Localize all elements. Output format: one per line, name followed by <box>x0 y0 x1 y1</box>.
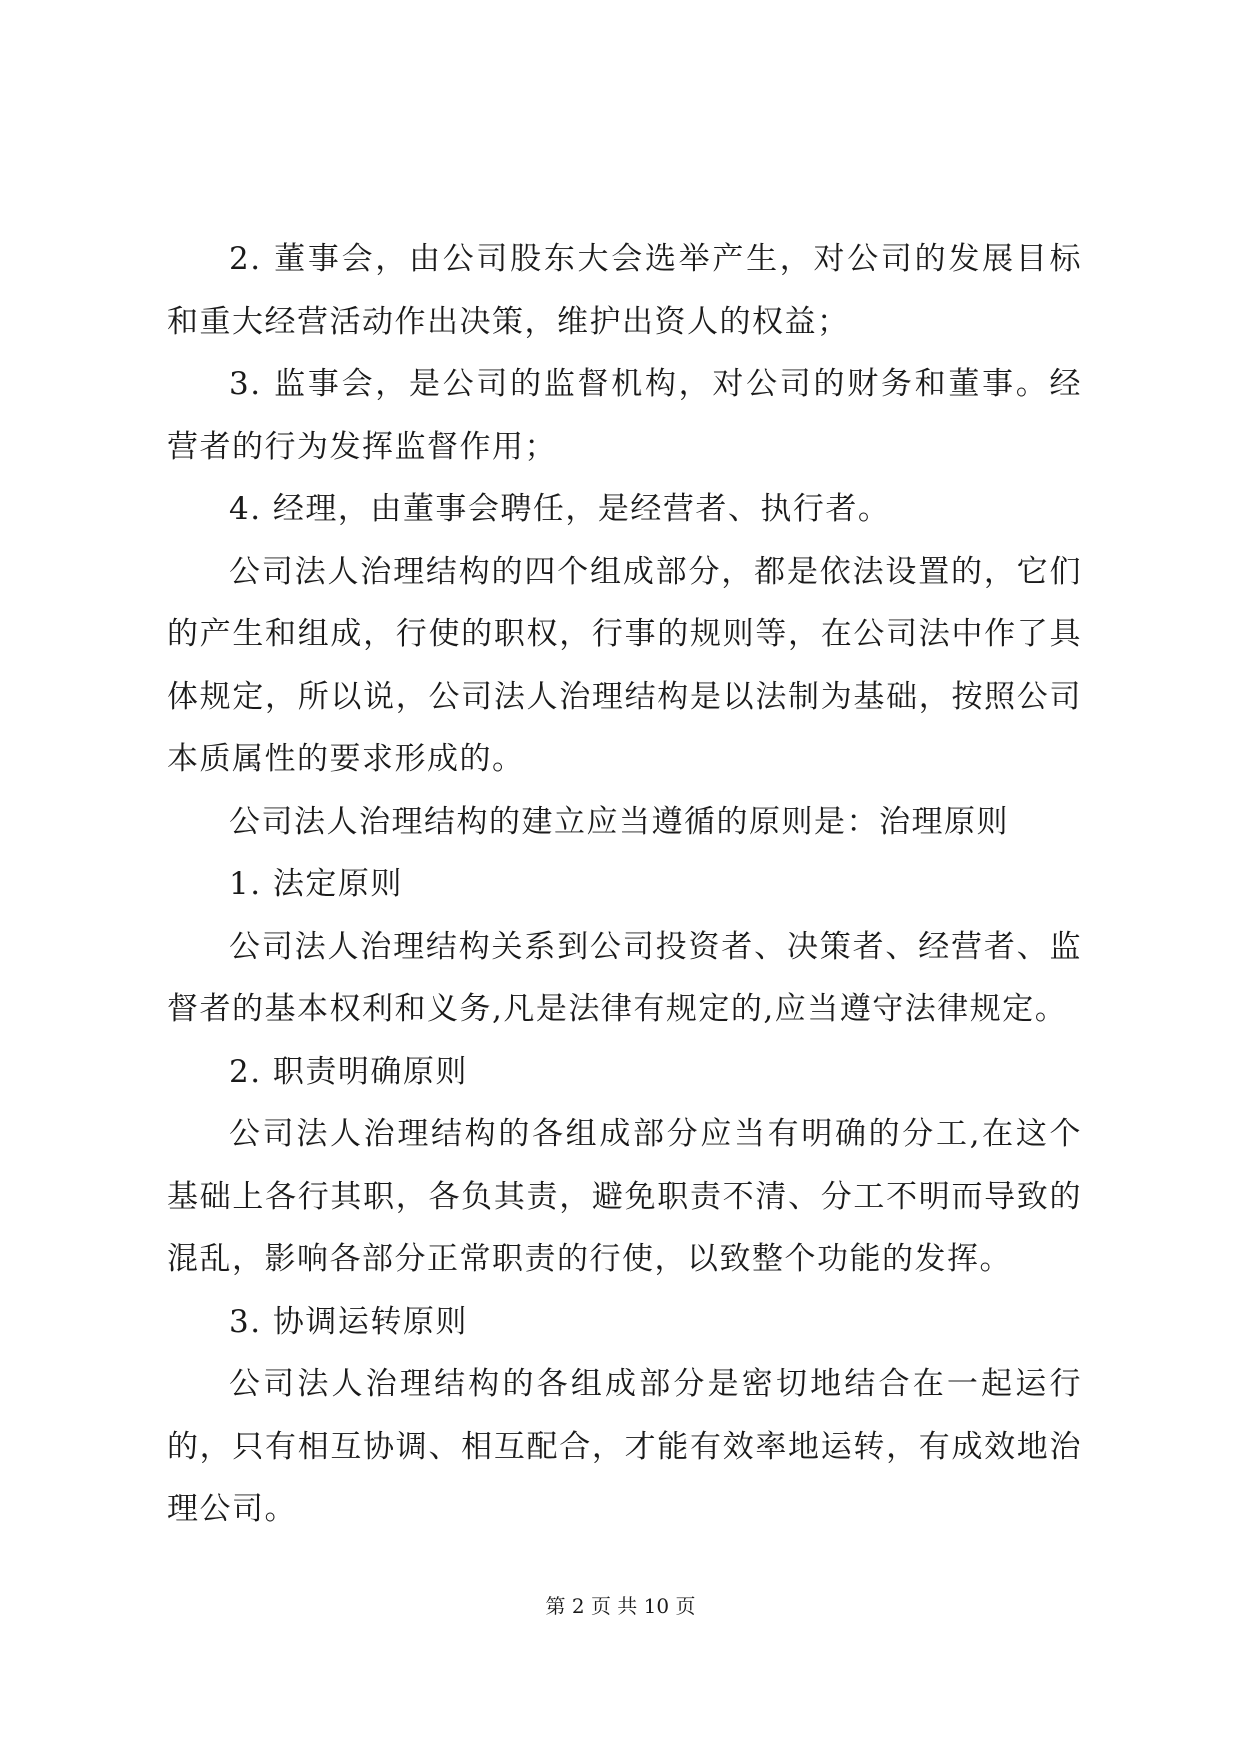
paragraph-coordination-principle: 公司法人治理结构的各组成部分是密切地结合在一起运行的，只有相互协调、相互配合，才能有效率地运转，有成效地治理公司。 <box>167 1366 1082 1527</box>
heading-legal-principle: 1. 法定原则 <box>229 866 403 902</box>
paragraph-legal-principle: 公司法人治理结构关系到公司投资者、决策者、经营者、监督者的基本权利和义务,凡是法律有规定的,应当遵守法律规定。 <box>167 928 1082 1027</box>
paragraph-clear-duties-principle: 公司法人治理结构的各组成部分应当有明确的分工,在这个基础上各行其职，各负其责，避免职责不清、分工不明而导致的混乱，影响各部分正常职责的行使，以致整个功能的发挥。 <box>167 1116 1082 1277</box>
page-number: 第 2 页 共 10 页 <box>545 1594 696 1618</box>
paragraph-manager: 4. 经理，由董事会聘任，是经营者、执行者。 <box>229 491 891 527</box>
heading-clear-duties-principle: 2. 职责明确原则 <box>229 1053 468 1090</box>
document-body <box>167 228 1082 1541</box>
page-footer <box>0 1594 1241 1618</box>
paragraph-supervisory-board: 3. 监事会，是公司的监督机构，对公司的财务和董事。经营者的行为发挥监督作用； <box>167 366 1082 465</box>
heading-coordination-principle: 3. 协调运转原则 <box>229 1303 468 1340</box>
paragraph-four-components: 公司法人治理结构的四个组成部分，都是依法设置的，它们的产生和组成，行使的职权，行事的规则等，在公司法中作了具体规定，所以说，公司法人治理结构是以法制为基础，按照公司本质属性的要求形成的。 <box>167 553 1082 777</box>
paragraph-board-of-directors: 2. 董事会，由公司股东大会选举产生，对公司的发展目标和重大经营活动作出决策，维护出资人的权益； <box>167 241 1082 340</box>
paragraph-principles-intro: 公司法人治理结构的建立应当遵循的原则是：治理原则 <box>229 803 1009 840</box>
